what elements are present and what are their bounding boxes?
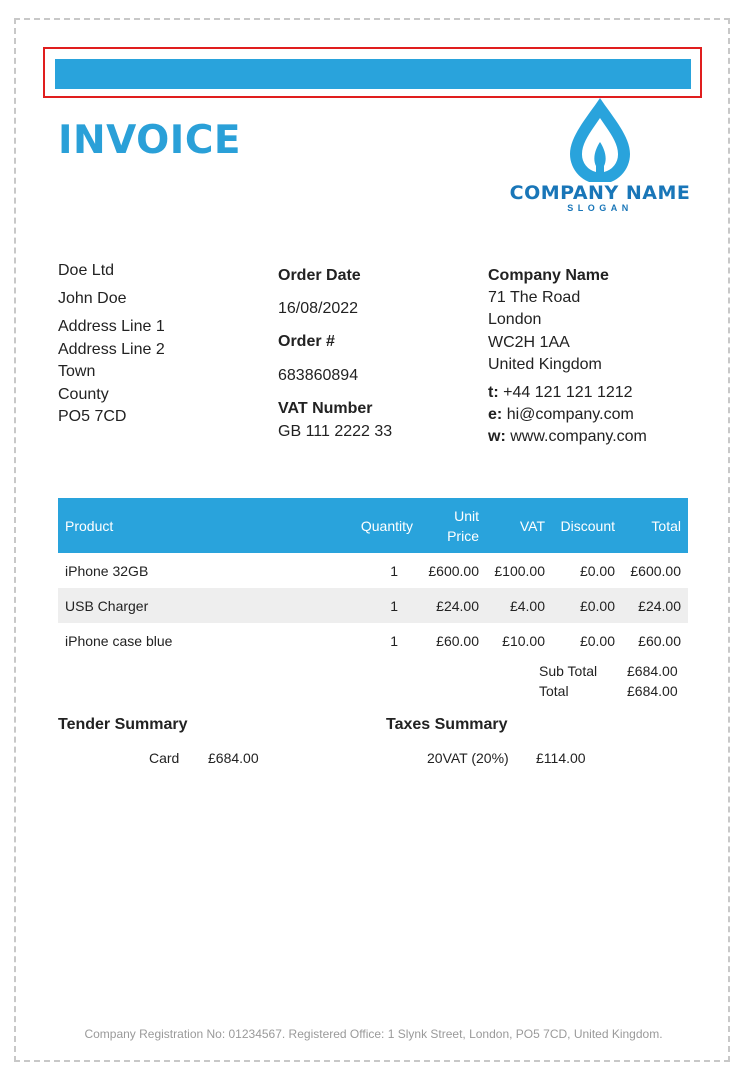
customer-company: Doe Ltd — [58, 262, 115, 279]
seller-country: United Kingdom — [488, 356, 602, 373]
row-product: iPhone 32GB — [65, 562, 149, 579]
subtotal-value: £684.00 — [627, 663, 678, 679]
row-unit-price: £24.00 — [436, 597, 479, 614]
customer-address-line-1: Address Line 1 — [58, 318, 165, 335]
seller-phone — [488, 384, 633, 402]
row-discount: £0.00 — [579, 597, 615, 614]
row-product: iPhone case blue — [65, 632, 173, 649]
customer-address-line-2: Address Line 2 — [58, 341, 165, 358]
header-unit-price-line-1: Unit — [454, 507, 479, 524]
row-total: £24.00 — [638, 597, 681, 614]
row-vat: £100.00 — [494, 562, 545, 579]
header-quantity: Quantity — [360, 517, 413, 534]
row-unit-price: £600.00 — [428, 562, 479, 579]
tender-summary-heading: Tender Summary — [58, 716, 188, 733]
header-vat: VAT — [519, 517, 545, 534]
row-quantity: 1 — [390, 597, 398, 614]
row-quantity: 1 — [390, 562, 398, 579]
email-value: hi@company.com — [506, 406, 634, 423]
tax-amount: £114.00 — [536, 750, 586, 766]
vat-number: GB 111 2222 33 — [278, 423, 393, 440]
row-total: £600.00 — [630, 562, 681, 579]
row-unit-price: £60.00 — [436, 632, 479, 649]
phone-label: t: — [488, 384, 499, 401]
header-product: Product — [65, 517, 114, 534]
seller-city: London — [488, 311, 542, 328]
row-total: £60.00 — [638, 632, 681, 649]
web-value: www.company.com — [510, 428, 647, 445]
order-date-label: Order Date — [278, 267, 361, 284]
seller-email — [488, 406, 634, 424]
table-row — [58, 588, 688, 623]
tender-amount: £684.00 — [208, 750, 259, 766]
total-value: £684.00 — [627, 683, 678, 699]
order-number-label: Order # — [278, 333, 335, 350]
selection-highlight — [43, 47, 702, 98]
customer-town: Town — [58, 363, 96, 380]
row-quantity: 1 — [390, 632, 398, 649]
seller-name: Company Name — [488, 267, 609, 284]
row-discount: £0.00 — [579, 562, 615, 579]
seller-website — [488, 428, 647, 446]
order-number: 683860894 — [278, 367, 359, 384]
table-row — [58, 623, 688, 658]
customer-name: John Doe — [58, 290, 127, 307]
total-label: Total — [539, 683, 569, 699]
seller-postcode: WC2H 1AA — [488, 334, 570, 351]
header-unit-price-line-2: Price — [447, 527, 479, 544]
header-unit-price — [420, 498, 486, 553]
subtotal-label: Sub Total — [539, 663, 598, 679]
vat-number-label: VAT Number — [278, 400, 373, 417]
taxes-summary-heading: Taxes Summary — [386, 716, 508, 733]
header-discount: Discount — [560, 517, 615, 534]
order-date: 16/08/2022 — [278, 300, 359, 317]
footer-registration: Company Registration No: 01234567. Registered Office: 1 Slynk Street, London, PO5 7CD, United Kingdom. — [84, 1027, 663, 1041]
customer-postcode: PO5 7CD — [58, 408, 127, 425]
water-drop-icon — [508, 96, 692, 182]
row-vat: £10.00 — [502, 632, 545, 649]
table-row — [58, 553, 688, 588]
customer-county: County — [58, 386, 109, 403]
logo-company-name: COMPANY NAME — [509, 182, 691, 204]
header-total: Total — [651, 517, 681, 534]
tax-name: 20VAT (20%) — [427, 750, 509, 766]
invoice-title: INVOICE — [58, 118, 242, 163]
logo-slogan: SLOGAN — [567, 203, 633, 213]
table-header-row — [58, 498, 688, 553]
row-product: USB Charger — [65, 597, 149, 614]
tender-method: Card — [149, 750, 180, 766]
seller-street: 71 The Road — [488, 289, 581, 306]
row-vat: £4.00 — [509, 597, 545, 614]
row-discount: £0.00 — [579, 632, 615, 649]
phone-value: +44 121 121 1212 — [503, 384, 633, 401]
email-label: e: — [488, 406, 503, 423]
company-logo — [508, 96, 692, 218]
web-label: w: — [488, 428, 506, 445]
items-table — [58, 498, 688, 658]
